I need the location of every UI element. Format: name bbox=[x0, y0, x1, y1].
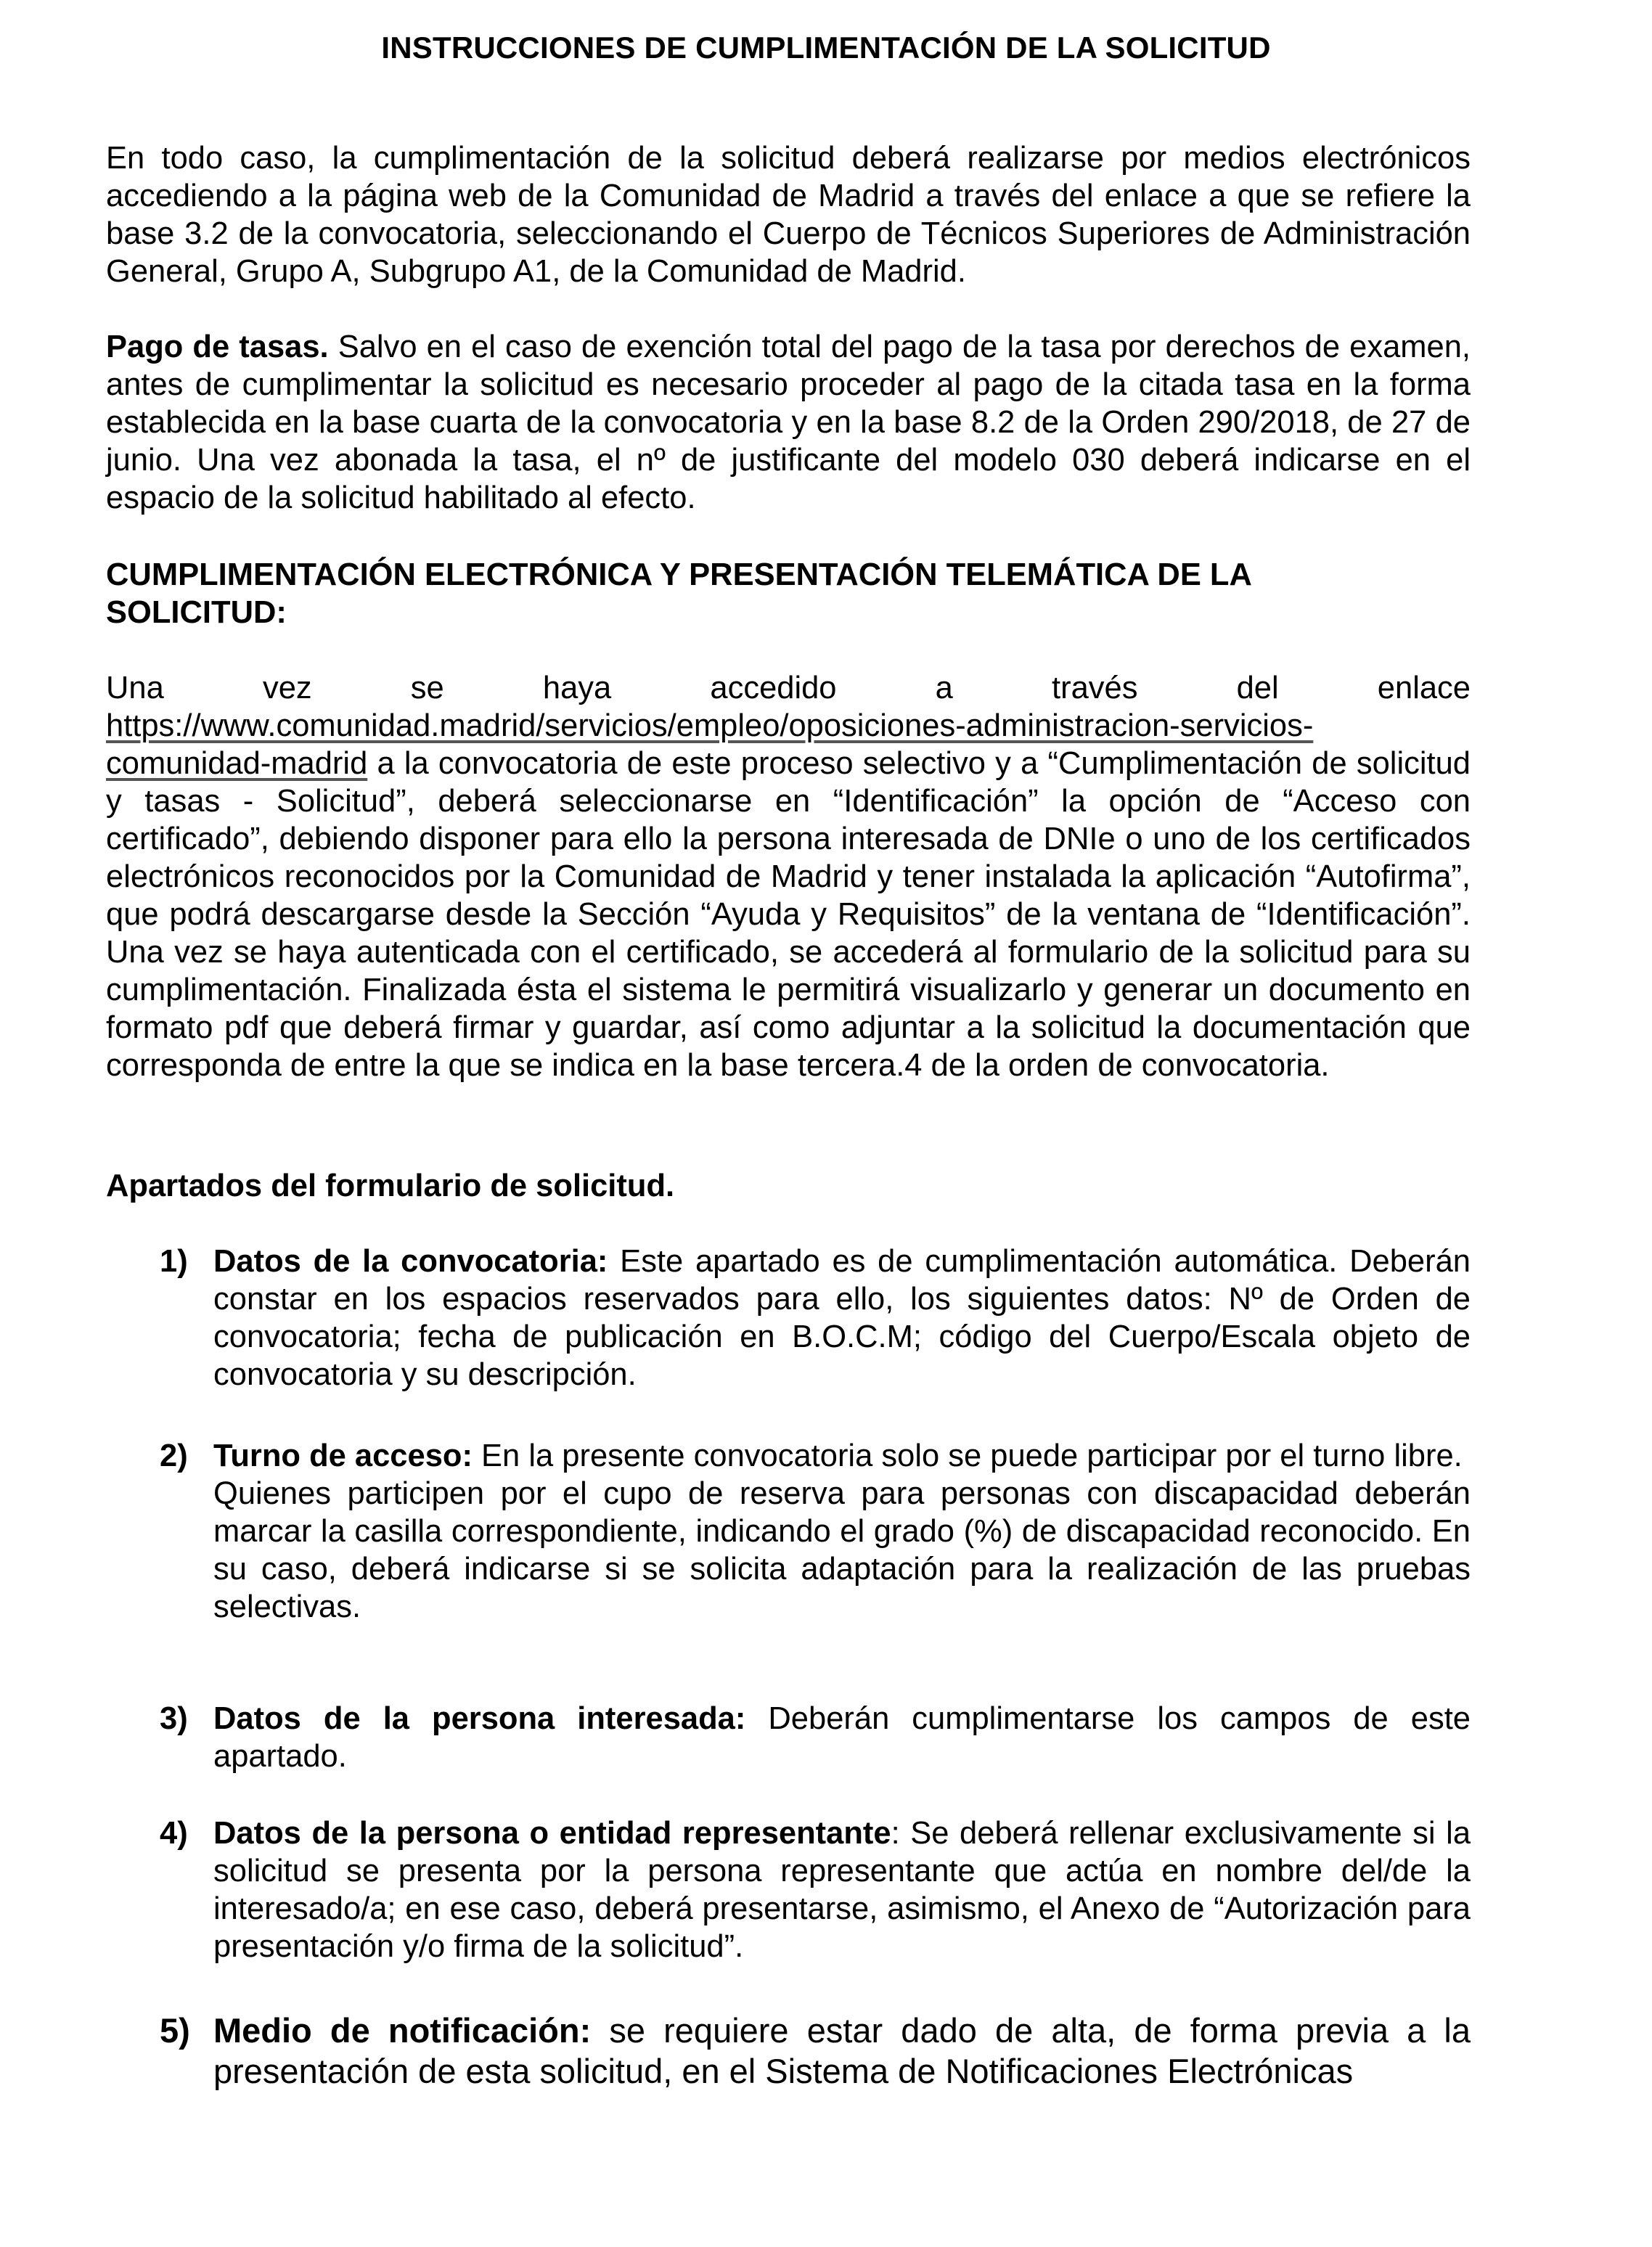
convocatoria-link[interactable]: https://www.comunidad.madrid/servicios/empleo/oposiciones-administracion-servicios- bbox=[106, 708, 1314, 743]
item-number: 1) bbox=[160, 1244, 188, 1279]
page-title: INSTRUCCIONES DE CUMPLIMENTACIÓN DE LA SOLICITUD bbox=[381, 30, 1271, 65]
item-text: En la presente convocatoria solo se puede participar por el turno libre. bbox=[472, 1438, 1463, 1473]
pago-tasas-text: Salvo en el caso de exención total del pago de la tasa por derechos de examen, antes de cumplimentar la solicitud es necesario proceder al pago de la citada tasa en la forma establecida en la base cuarta de la convocatoria y en la base 8.2 de la Orden 290/2018, de 27 de junio. Una vez abonada la tasa, el nº de justificante del modelo 030 deberá indicarse en el espacio de la solicitud habilitado al efecto. bbox=[106, 330, 1471, 515]
list-item-3 bbox=[160, 1700, 1471, 1775]
item-text: Este apartado es de cumplimentación automática. Deberán constar en los espacios reservados para ello, los siguientes datos: Nº de Orden de convocatoria; fecha de publicación en B.O.C.M; código del Cuerpo/Escala objeto de convocatoria y su descripción. bbox=[213, 1244, 1471, 1392]
electronic-paragraph bbox=[106, 669, 1471, 1084]
item-number: 5) bbox=[160, 2011, 190, 2050]
item-text-continued: Quienes participen por el cupo de reserva para personas con discapacidad deberán marcar la casilla correspondiente, indicando el grado (%) de discapacidad reconocido. En su caso, deberá indicarse si se solicita adaptación para la realización de las pruebas selectivas. bbox=[213, 1476, 1471, 1624]
item-label: Datos de la convocatoria: bbox=[213, 1244, 608, 1279]
item-number: 3) bbox=[160, 1701, 188, 1736]
list-item-5 bbox=[160, 2010, 1471, 2092]
electronic-text: a la convocatoria de este proceso selectivo y a “Cumplimentación de solicitud y tasas - Solicitud”, deberá seleccionarse en “Identificación” la opción de “Acceso con certificado”, debiendo disponer para ello la persona interesada de DNIe o uno de los certificados electrónicos reconocidos por la Comunidad de Madrid y tener instalada la aplicación “Autofirma”, que podrá descargarse desde la Sección “Ayuda y Requisitos” de la ventana de “Identificación”. Una vez se haya autenticada con el certificado, se accederá al formulario de la solicitud para su cumplimentación. Finalizada ésta el sistema le permitirá visualizarlo y generar un documento en formato pdf que deberá firmar y guardar, así como adjuntar a la solicitud la documentación que corresponda de entre la que se indica en la base tercera.4 de la orden de convocatoria. bbox=[106, 746, 1471, 1083]
electronic-lead: Una vez se haya accedido a través del enlace bbox=[106, 671, 1471, 705]
intro-paragraph: En todo caso, la cumplimentación de la solicitud deberá realizarse por medios electrónicos accediendo a la página web de la Comunidad de Madrid a través del enlace a que se refiere la base 3.2 de la convocatoria, seleccionando el Cuerpo de Técnicos Superiores de Administración General, Grupo A, Subgrupo A1, de la Comunidad de Madrid. bbox=[106, 141, 1471, 289]
list-item-1 bbox=[160, 1243, 1471, 1393]
section-heading-electronica: CUMPLIMENTACIÓN ELECTRÓNICA Y PRESENTACIÓN TELEMÁTICA DE LA SOLICITUD: bbox=[106, 557, 1251, 630]
item-text: : Se deberá rellenar exclusivamente si la solicitud se presenta por la persona representante que actúa en nombre del/de la interesado/a; en ese caso, deberá presentarse, asimismo, el Anexo de “Autorización para presentación y/o firma de la solicitud”. bbox=[213, 1816, 1471, 1964]
item-number: 4) bbox=[160, 1816, 188, 1851]
item-label: Datos de la persona interesada: bbox=[213, 1701, 746, 1736]
item-label: Turno de acceso: bbox=[213, 1438, 473, 1473]
item-label: Datos de la persona o entidad representante bbox=[213, 1816, 891, 1851]
pago-tasas-label: Pago de tasas. bbox=[106, 330, 329, 364]
list-item-4 bbox=[160, 1814, 1471, 1965]
convocatoria-link-continued[interactable]: comunidad-madrid bbox=[106, 746, 368, 781]
item-text: se requiere estar dado de alta, de forma previa a la presentación de esta solicitud, en el Sistema de Notificaciones Electrónicas bbox=[213, 2011, 1471, 2090]
item-label: Medio de notificación: bbox=[213, 2011, 592, 2050]
pago-tasas-paragraph bbox=[106, 328, 1471, 517]
apartados-heading: Apartados del formulario de solicitud. bbox=[106, 1168, 675, 1203]
list-item-2 bbox=[160, 1437, 1471, 1626]
item-number: 2) bbox=[160, 1438, 188, 1473]
item-text: Deberán cumplimentarse los campos de este apartado. bbox=[213, 1701, 1471, 1774]
